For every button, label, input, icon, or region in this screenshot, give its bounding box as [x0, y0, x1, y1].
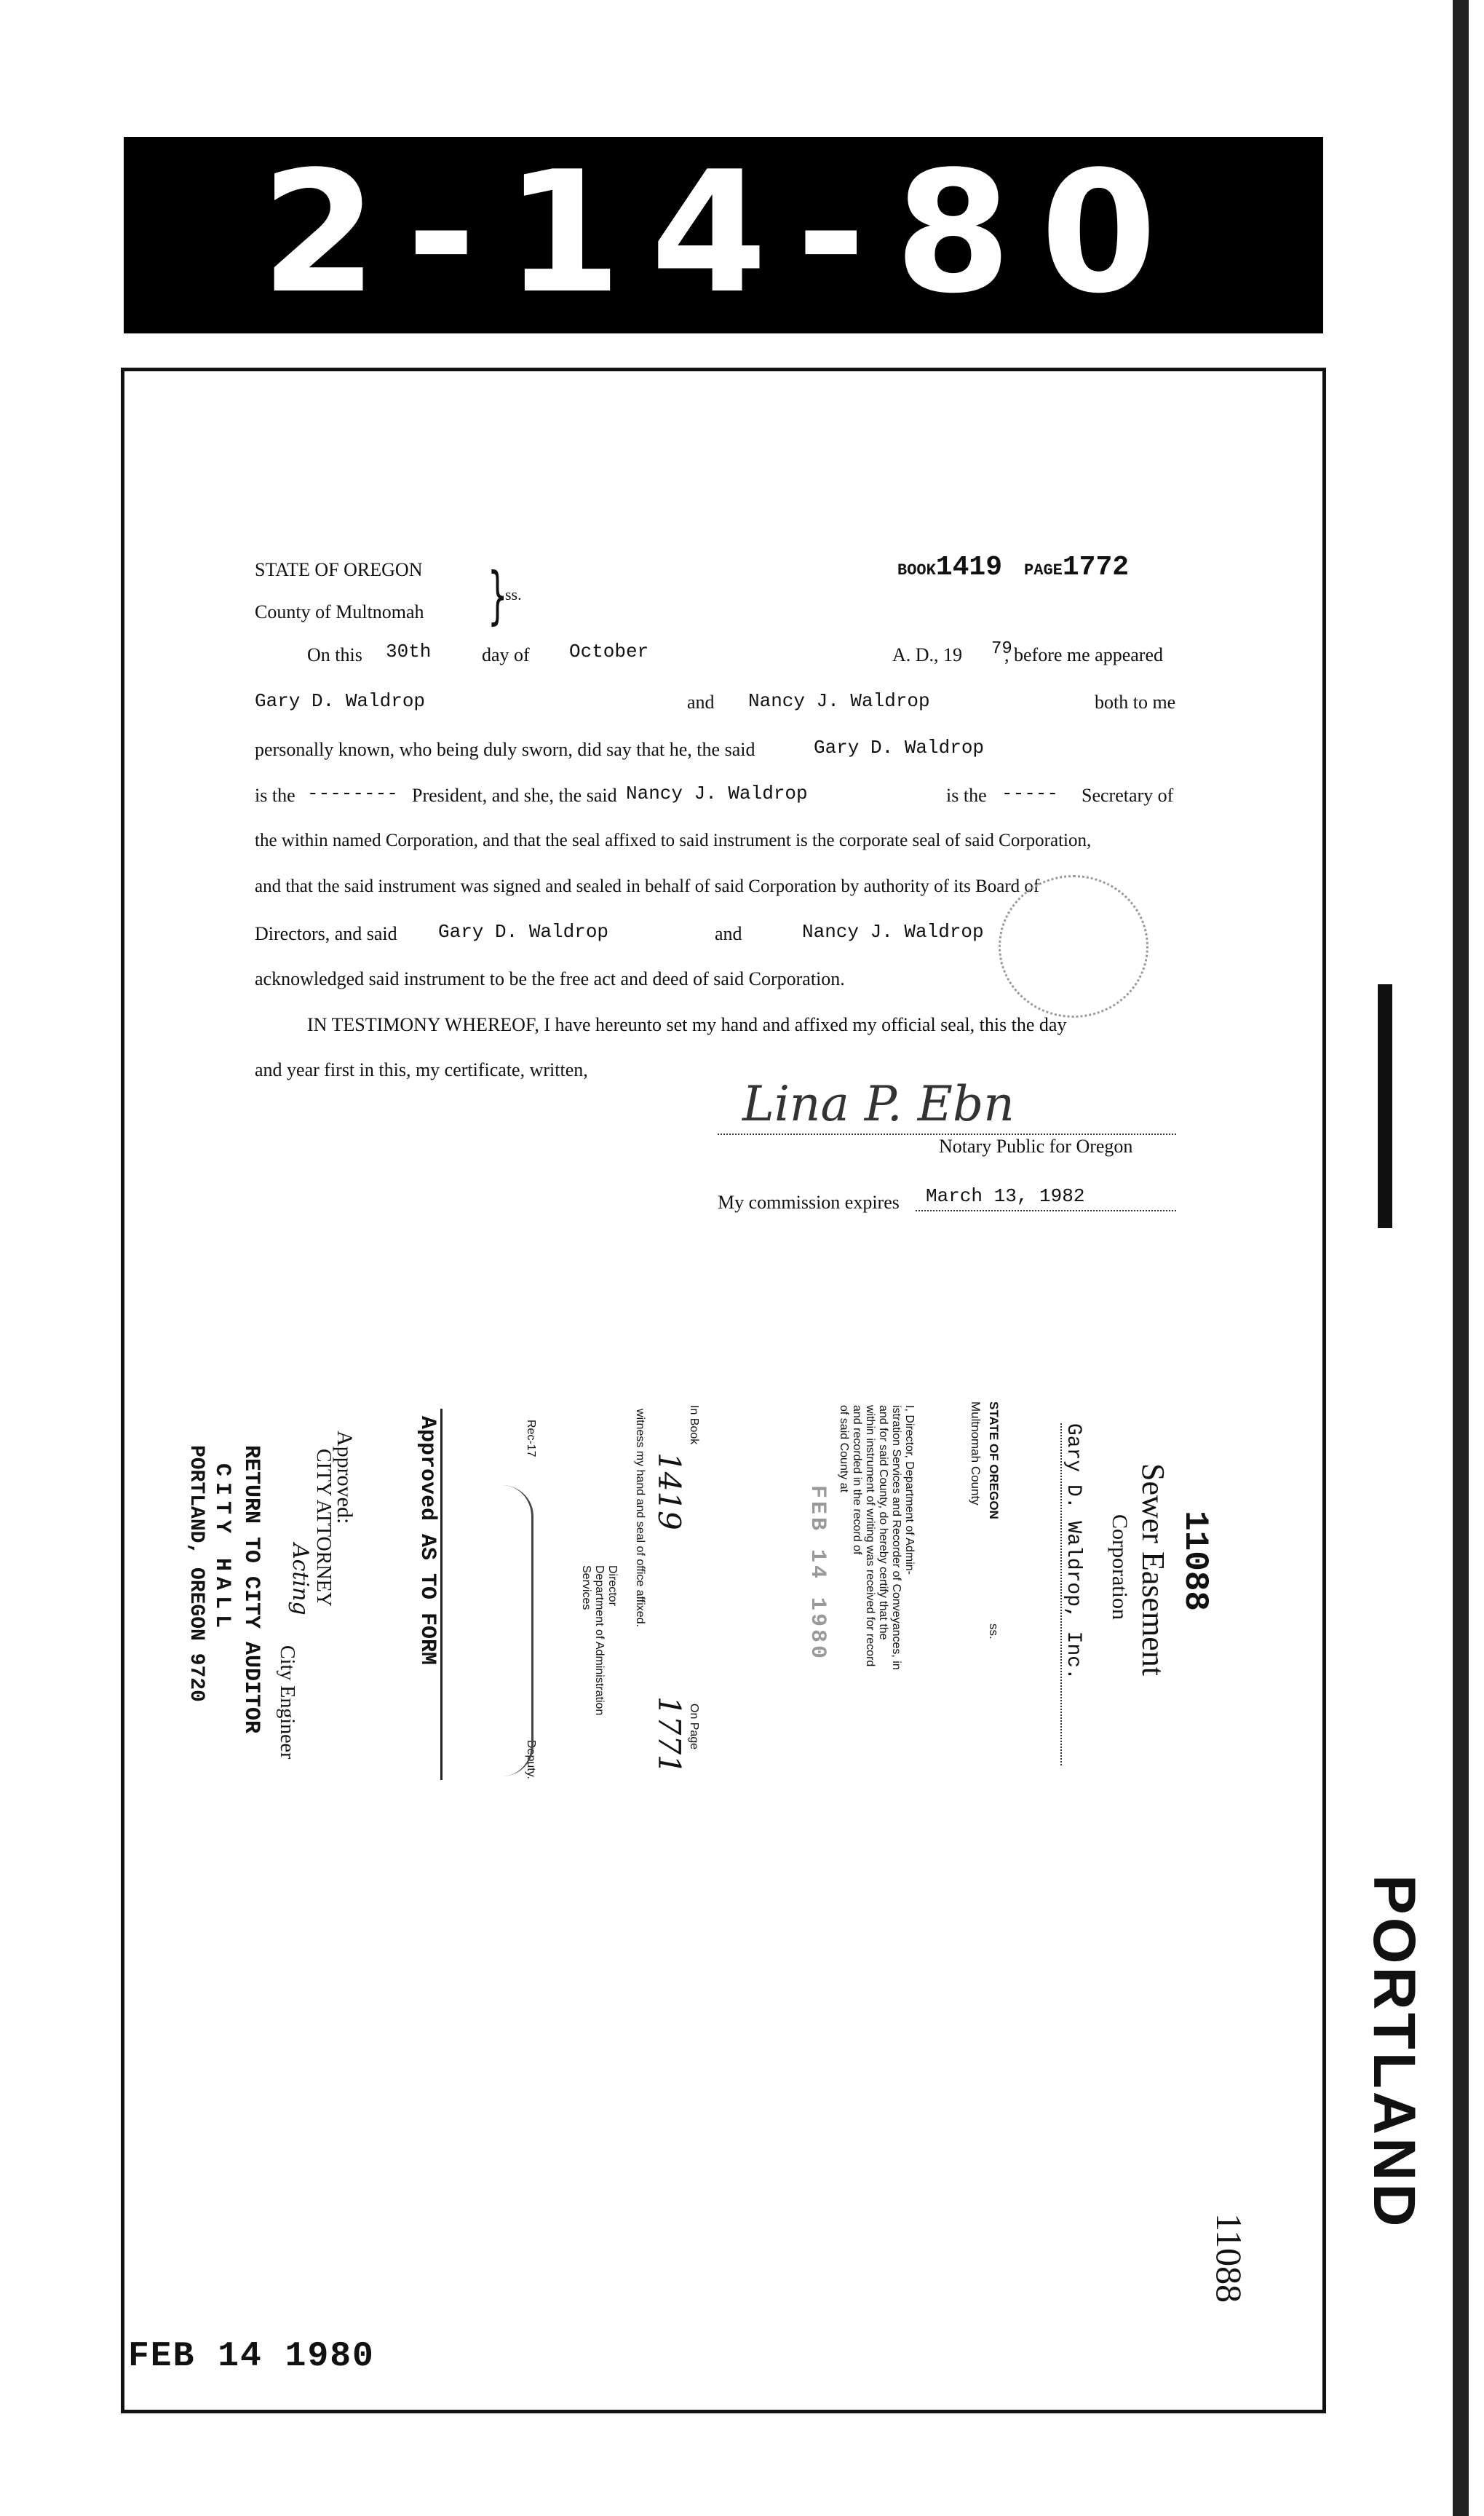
text-ad: A. D., 19	[892, 644, 963, 665]
page-number: 1772	[1062, 552, 1130, 583]
text-personally-known: personally known, who being duly sworn, did say that he, the said	[255, 739, 755, 760]
ss-label: ss.	[505, 585, 522, 604]
banner-date: 2-14-80	[261, 136, 1186, 331]
rec-label: Rec-17	[525, 1420, 537, 1457]
margin-mark	[1378, 984, 1392, 1228]
in-book-label: In Book	[688, 1405, 700, 1445]
text-and: and	[687, 692, 715, 713]
city-engineer-label: City Engineer	[276, 1645, 298, 1760]
approved-label: Approved:	[333, 1431, 357, 1524]
portland-label: PORTLAND	[1361, 1875, 1427, 2230]
text-acknowledged: acknowledged said instrument to be the free act and deed of said Corporation.	[255, 968, 845, 989]
name-gary-3: Gary D. Waldrop	[438, 921, 609, 943]
notary-seal-impression	[999, 875, 1148, 1018]
month-value: October	[569, 641, 649, 662]
text-president: President, and she, the said	[412, 785, 617, 806]
text-both-to-me: both to me	[1095, 692, 1176, 713]
document-frame	[121, 368, 1326, 2413]
director-block	[579, 1565, 619, 1715]
text-day-of: day of	[482, 644, 530, 665]
text-directors: Directors, and said	[255, 923, 397, 944]
director-label: Director	[606, 1565, 619, 1607]
president-dashes: --------	[307, 783, 398, 804]
side-number: 11088	[1209, 2213, 1250, 2303]
director-anchor	[580, 1565, 769, 1716]
county-heading: County of Multnomah	[255, 601, 424, 622]
text-signed-sealed: and that the said instrument was signed and sealed in behalf of said Corporation by authority of its Board of	[255, 877, 1040, 896]
cert-line-4: within instrument of writing was received for record	[864, 1405, 876, 1667]
text-on-this: On this	[307, 644, 362, 665]
notary-signature: Lina P. Ebn	[742, 1076, 1015, 1132]
approved-as-to-form: Approved AS TO FORM	[415, 1416, 440, 1666]
name-nancy-3: Nancy J. Waldrop	[802, 921, 984, 943]
cert-line-1: I, Director, Department of Admin-	[903, 1405, 916, 1575]
commission-date: March 13, 1982	[926, 1185, 1085, 1207]
cover-ss-anchor	[987, 1623, 1017, 1639]
recorded-date-stamp: FEB 14 1980	[805, 1485, 830, 1662]
portland-anchor	[1361, 1875, 1484, 2230]
cert-line-2: istration Services and Recorder of Conveyances, in	[890, 1405, 902, 1670]
text-before-me: , before me appeared	[1004, 644, 1163, 665]
cert-line-6: of said County at	[838, 1405, 850, 1493]
book-number: 1419	[935, 552, 1003, 583]
text-in-testimony: IN TESTIMONY WHEREOF, I have hereunto set my hand and affixed my official seal, this the day	[307, 1014, 1067, 1035]
cover-subtitle: Corporation	[1108, 1514, 1132, 1620]
signature-line	[718, 1132, 1176, 1135]
cert-line-3: and for said County, do hereby certify that the	[877, 1405, 889, 1640]
side-number-anchor	[1209, 2213, 1340, 2303]
cover-state: STATE OF OREGON	[987, 1401, 1001, 1519]
page-handwritten: 1771	[651, 1696, 687, 1774]
page-hand-anchor	[651, 1696, 765, 1774]
text-and-2: and	[715, 923, 742, 944]
acting-handwritten: Acting	[287, 1543, 313, 1615]
commission-label: My commission expires	[718, 1192, 900, 1213]
dept-line-1: Department of Administration	[593, 1565, 606, 1716]
book-hand-anchor	[651, 1452, 765, 1530]
cover-county: Multnomah County	[969, 1401, 983, 1506]
date-banner	[124, 137, 1323, 333]
name-gary-2: Gary D. Waldrop	[814, 737, 985, 759]
on-page-label: On Page	[688, 1704, 700, 1750]
cover-number: 11088	[1176, 1511, 1214, 1612]
city-engineer-anchor	[276, 1645, 412, 1760]
book-page-stamp	[897, 552, 1129, 583]
cover-ss: ss.	[987, 1623, 1001, 1639]
day-value: 30th	[386, 641, 432, 662]
witness-text: witness my hand and seal of office affixed.	[634, 1409, 646, 1628]
notary-public-label: Notary Public for Oregon	[939, 1136, 1133, 1157]
footer-date-stamp: FEB 14 1980	[128, 2337, 375, 2376]
book-handwritten: 1419	[651, 1452, 687, 1530]
brace-icon: }	[488, 559, 508, 632]
deputy-signature-stroke	[502, 1485, 533, 1776]
text-secretary: Secretary of	[1082, 785, 1174, 806]
return-line-3: PORTLAND, OREGON 9720	[185, 1445, 207, 1702]
cover-certification	[837, 1405, 916, 1670]
cover-grantor: Gary D. Waldrop, Inc.	[1060, 1423, 1084, 1765]
return-line-2: CITY HALL	[210, 1463, 234, 1634]
name-nancy-2: Nancy J. Waldrop	[626, 783, 808, 804]
text-year-first: and year first in this, my certificate, written,	[255, 1059, 588, 1080]
dept-line-2: Services	[580, 1565, 592, 1610]
cert-line-5: and recorded in the record of	[851, 1405, 863, 1555]
page-edge-bar	[1453, 0, 1469, 2516]
text-is-the: is the	[255, 785, 295, 806]
cover-title: Sewer Easement	[1135, 1463, 1171, 1676]
year-value: 79	[991, 639, 1012, 659]
text-within-named: the within named Corporation, and that the seal affixed to said instrument is the corporate seal of said Corporation,	[255, 831, 1092, 850]
commission-line	[916, 1208, 1176, 1211]
deputy-anchor	[525, 1740, 576, 1779]
book-label: BOOK	[897, 561, 936, 579]
page-label: PAGE	[1024, 561, 1063, 579]
name-nancy: Nancy J. Waldrop	[748, 690, 930, 712]
state-heading: STATE OF OREGON	[255, 559, 423, 580]
text-is-the-2: is the	[946, 785, 987, 806]
deputy-label: Deputy.	[525, 1740, 537, 1779]
secretary-dashes: -----	[1001, 783, 1059, 804]
city-attorney-label: CITY ATTORNEY	[312, 1449, 335, 1607]
acting-anchor	[287, 1543, 385, 1615]
return-line-1: RETURN TO CITY AUDITOR	[239, 1445, 263, 1734]
name-gary: Gary D. Waldrop	[255, 690, 426, 712]
